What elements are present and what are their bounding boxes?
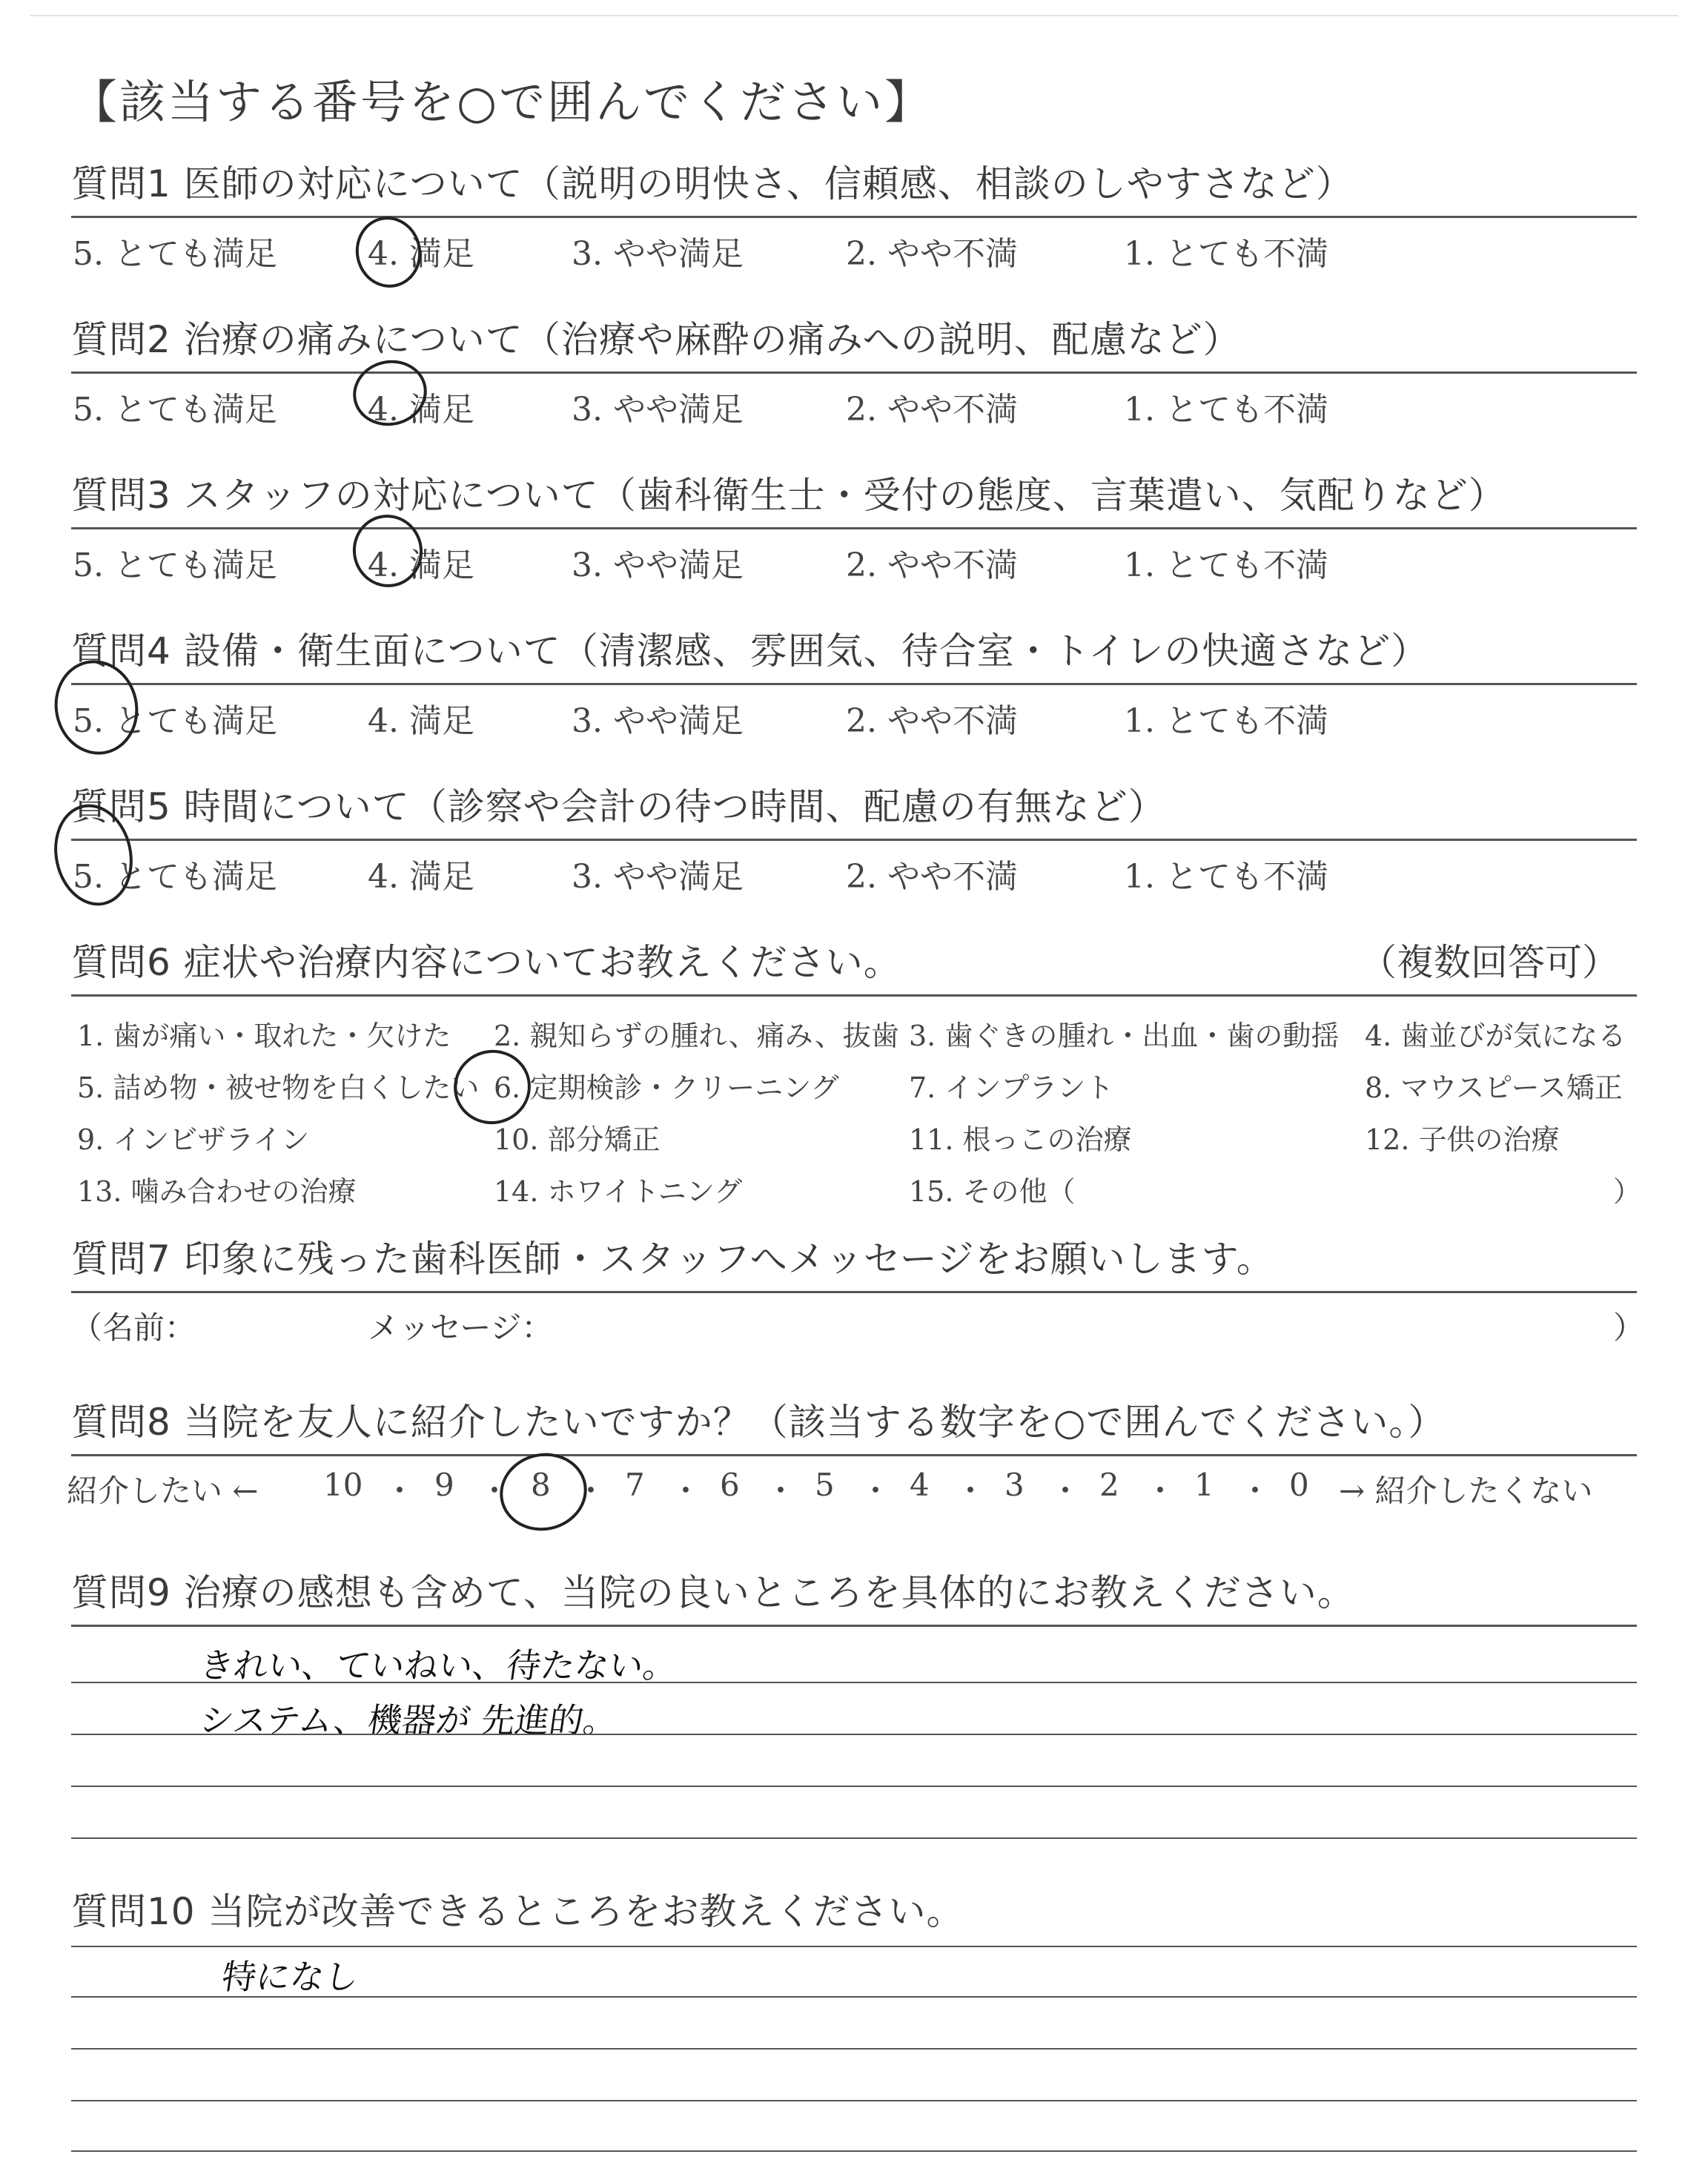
q5-option-4[interactable]: 4. 満足 (368, 858, 474, 896)
answer-line (71, 2048, 1637, 2050)
scale-2[interactable]: 2 (1099, 1467, 1119, 1503)
q4-option-4[interactable]: 4. 満足 (368, 702, 474, 740)
scale-7[interactable]: 7 (625, 1467, 645, 1503)
scale-5[interactable]: 5 (815, 1467, 835, 1503)
q6-item[interactable]: 7. インプラント (909, 1071, 1114, 1104)
answer-line (71, 1682, 1637, 1683)
q4-option-1[interactable]: 1. とても不満 (1124, 702, 1328, 740)
question-8-title: 質問8 当院を友人に紹介したいですか？（該当する数字を○で囲んでください。） (71, 1401, 1446, 1444)
q2-option-3[interactable]: 3. やや満足 (572, 391, 744, 429)
scale-dot: ・ (1239, 1473, 1271, 1509)
q2-option-4[interactable]: 4. 満足 (368, 391, 474, 429)
q1-option-3[interactable]: 3. やや満足 (572, 235, 744, 273)
scan-edge (30, 15, 1678, 16)
multiple-answer-note: （複数回答可） (1360, 941, 1619, 984)
q6-item[interactable]: 14. ホワイトニング (494, 1175, 743, 1208)
handwritten-answer-line-1: 特になし (219, 1957, 362, 1997)
q6-item[interactable]: 3. 歯ぐきの腫れ・出血・歯の動揺 (909, 1020, 1340, 1052)
question-5-title: 質問5 時間について（診察や会計の待つ時間、配慮の有無など） (71, 785, 1166, 828)
answer-line (71, 1837, 1637, 1839)
scale-dot: ・ (1050, 1473, 1082, 1509)
message-label: メッセージ： (368, 1309, 553, 1346)
page-heading: 【該当する番号を○で囲んでください】 (71, 75, 933, 129)
q4-option-2[interactable]: 2. やや不満 (846, 702, 1018, 740)
question-4 (71, 623, 1637, 740)
q6-item[interactable]: 2. 親知らずの腫れ、痛み、抜歯 (494, 1020, 899, 1052)
question-7-title: 質問7 印象に残った歯科医師・スタッフへメッセージをお願いします。 (71, 1238, 1274, 1281)
q6-item[interactable]: 8. マウスピース矯正 (1365, 1071, 1623, 1104)
q6-item[interactable]: 10. 部分矯正 (494, 1123, 661, 1156)
name-label: （名前： (71, 1309, 196, 1346)
answer-line (71, 1734, 1637, 1735)
q6-item[interactable]: 15. その他（ (909, 1175, 1076, 1208)
question-10 (71, 1883, 1637, 1946)
scale-9[interactable]: 9 (434, 1467, 454, 1503)
question-7 (71, 1231, 1645, 1350)
scale-dot: ・ (670, 1473, 702, 1509)
question-6 (71, 934, 1642, 1219)
scale-1[interactable]: 1 (1194, 1467, 1214, 1503)
answer-line (71, 1786, 1637, 1787)
scale-0[interactable]: 0 (1289, 1467, 1309, 1503)
q6-item[interactable]: 5. 詰め物・被せ物を白くしたい (77, 1071, 480, 1104)
q1-option-2[interactable]: 2. やや不満 (846, 235, 1018, 273)
handwritten-answer-line-2: システム、機器が 先進的。 (196, 1700, 620, 1740)
handwritten-answer-line-1: きれい、ていねい、待たない。 (196, 1645, 681, 1685)
answer-line (71, 2150, 1637, 2152)
answer-line (71, 2100, 1637, 2101)
q1-option-5[interactable]: 5. とても満足 (73, 235, 277, 273)
question-9-title: 質問9 治療の感想も含めて、当院の良いところを具体的にお教えください。 (71, 1571, 1355, 1614)
answer-line (71, 1996, 1637, 1998)
scale-dot: ・ (765, 1473, 797, 1509)
q7-close: ） (1613, 1309, 1645, 1346)
question-3-title: 質問3 スタッフの対応について（歯科衛生士・受付の態度、言葉遣い、気配りなど） (71, 474, 1506, 517)
question-4-title: 質問4 設備・衛生面について（清潔感、雰囲気、待合室・トイレの快適さなど） (71, 630, 1429, 673)
question-9 (71, 1565, 1637, 1627)
recommend-left-label: 紹介したい ← (67, 1473, 259, 1509)
question-5 (71, 779, 1637, 896)
q3-option-1[interactable]: 1. とても不満 (1124, 546, 1328, 584)
q3-option-5[interactable]: 5. とても満足 (73, 546, 277, 584)
q6-item[interactable]: 1. 歯が痛い・取れた・欠けた (77, 1020, 451, 1052)
q2-option-1[interactable]: 1. とても不満 (1124, 391, 1328, 429)
q6-item[interactable]: 12. 子供の治療 (1365, 1123, 1560, 1156)
scale-dot: ・ (384, 1473, 416, 1509)
question-8 (67, 1394, 1637, 1517)
question-6-title: 質問6 症状や治療内容についてお教えください。 (71, 941, 901, 984)
q6-item[interactable]: 11. 根っこの治療 (909, 1123, 1132, 1156)
question-rule (71, 1625, 1637, 1627)
q6-item[interactable]: 4. 歯並びが気になる (1365, 1020, 1626, 1052)
q2-option-2[interactable]: 2. やや不満 (846, 391, 1018, 429)
q5-option-2[interactable]: 2. やや不満 (846, 858, 1018, 896)
question-10-title: 質問10 当院が改善できるところをお教えください。 (71, 1890, 964, 1933)
scale-3[interactable]: 3 (1004, 1467, 1025, 1503)
scale-dot: ・ (1145, 1473, 1176, 1509)
q1-option-4[interactable]: 4. 満足 (368, 235, 474, 273)
question-2-title: 質問2 治療の痛みについて（治療や麻酔の痛みへの説明、配慮など） (71, 318, 1241, 361)
scale-8[interactable]: 8 (531, 1467, 551, 1503)
q6-other-close: ） (1613, 1175, 1642, 1208)
q3-option-2[interactable]: 2. やや不満 (846, 546, 1018, 584)
q5-option-3[interactable]: 3. やや満足 (572, 858, 744, 896)
question-1-title: 質問1 医師の対応について（説明の明快さ、信頼感、相談のしやすさなど） (71, 162, 1354, 205)
q4-option-3[interactable]: 3. やや満足 (572, 702, 744, 740)
q4-option-5[interactable]: 5. とても満足 (73, 702, 277, 740)
scale-dot: ・ (860, 1473, 892, 1509)
q6-item[interactable]: 6. 定期検診・クリーニング (494, 1071, 839, 1104)
question-2 (71, 311, 1637, 429)
scale-dot: ・ (575, 1473, 607, 1509)
q1-option-1[interactable]: 1. とても不満 (1124, 235, 1328, 273)
recommend-right-label: → 紹介したくない (1339, 1473, 1593, 1509)
question-1 (71, 156, 1637, 273)
scale-10[interactable]: 10 (323, 1467, 363, 1503)
q6-item[interactable]: 13. 噛み合わせの治療 (77, 1175, 357, 1208)
scale-dot: ・ (955, 1473, 987, 1509)
scale-6[interactable]: 6 (720, 1467, 740, 1503)
q5-option-1[interactable]: 1. とても不満 (1124, 858, 1328, 896)
q6-item[interactable]: 9. インビザライン (77, 1123, 310, 1156)
scale-4[interactable]: 4 (910, 1467, 930, 1503)
question-3 (71, 467, 1637, 584)
q2-option-5[interactable]: 5. とても満足 (73, 391, 277, 429)
answer-line (71, 1946, 1637, 1947)
scale-dot: ・ (479, 1473, 511, 1509)
q3-option-3[interactable]: 3. やや満足 (572, 546, 744, 584)
q3-option-4[interactable]: 4. 満足 (368, 546, 474, 584)
q5-option-5[interactable]: 5. とても満足 (73, 858, 277, 896)
